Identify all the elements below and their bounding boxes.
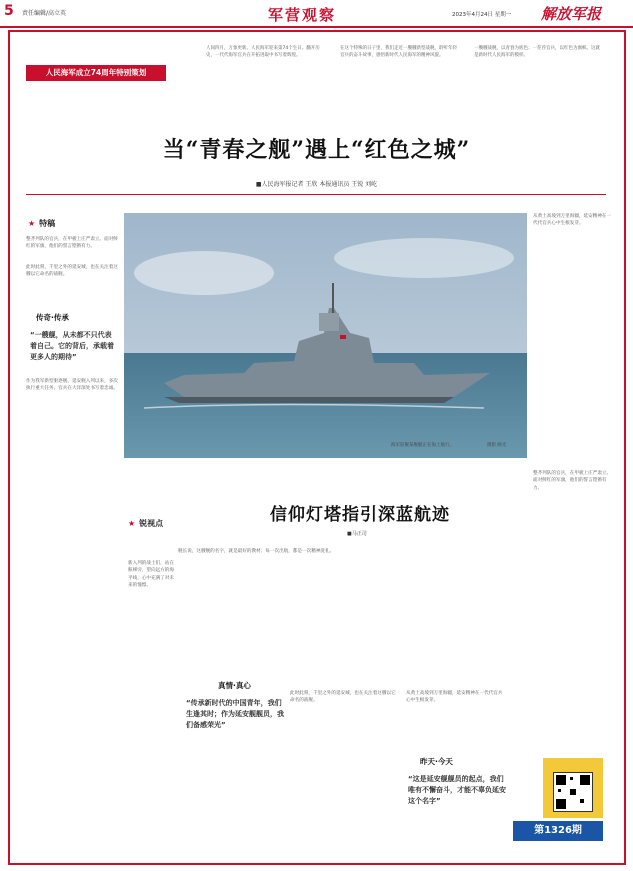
commentary-body: 舰长说，这艘舰的名字，就是最好的教材；每一次出航，都是一次精神洗礼。: [178, 549, 335, 554]
subhead-yesterday: 昨天·今天: [420, 757, 453, 766]
pull-quote-2: “传承新时代的中国青年，我们生逢其时；作为延安舰舰员，我们备感荣光”: [186, 699, 284, 729]
feature-paragraph-1: 整齐列队的官兵，在甲板上庄严肃立。面对鲜红的军旗，他们的誓言铿锵有力。: [26, 237, 118, 250]
spotlight-tag: [128, 518, 163, 529]
newspaper-masthead: 解放军报: [541, 5, 602, 23]
intro-column-1: 人间四月，万象更新。人民海军迎来第74个生日。翻开历史，一代代海军官兵在开拓进取中书写着辉煌。: [206, 46, 320, 59]
page-header: [0, 0, 633, 26]
warship-photo: [124, 213, 527, 458]
headline-rule: [26, 194, 606, 195]
middle-right-column-body: 从黄土高坡到万里海疆，延安精神在一代代官兵心中生根发芽。: [406, 691, 503, 704]
second-byline: ■马正司: [347, 531, 367, 537]
photo-credit: 摄影 顾光: [487, 443, 507, 448]
section-editor-label: 责任编辑/高立英: [22, 10, 67, 17]
subhead-heart: 真情·真心: [218, 681, 251, 690]
feature-paragraph-2: 此时此刻，千里之外的延安城，也在关注着这艘以它命名的战舰。: [26, 265, 118, 278]
right-column-body: 整齐列队的官兵，在甲板上庄严肃立。面对鲜红的军旗，他们的誓言铿锵有力。: [533, 471, 612, 491]
main-headline: 当“青春之舰”遇上“红色之城”: [162, 137, 471, 163]
issue-number-badge: 第1326期: [513, 821, 603, 841]
second-headline: 信仰灯塔指引深蓝航迹: [270, 505, 450, 525]
feature-tag: [28, 218, 55, 229]
qr-code-icon[interactable]: [553, 772, 593, 812]
intro-column-2: 在这个特殊的日子里，我们走近一艘艘新型战舰，聆听年轻官兵的奋斗故事，感悟新时代人民海军的精神风貌。: [340, 46, 457, 59]
main-byline: ■人民海军报记者 王欣 本报通讯员 王锐 刘屹: [255, 181, 378, 188]
spotlight-tag-label: 锐视点: [139, 519, 164, 528]
page-number: 5: [4, 3, 14, 19]
pull-quote-1: “一艘舰，从未都不只代表着自己。它的背后，承载着更多人的期待”: [30, 331, 114, 361]
pull-quote-3: “这是延安舰舰员的起点，我们唯有不懈奋斗，才能不辜负延安这个名字”: [408, 775, 506, 805]
middle-left-column-body: 新入列的战士们，站在舷梯旁，望向远方的海平线，心中充满了对未来的憧憬。: [128, 561, 174, 589]
left-column-body: 作为我军新型驱逐舰，延安舰入列以来，多次执行重大任务，官兵在大洋深处书写着忠诚。: [26, 379, 118, 392]
star-icon-2: ★: [128, 519, 136, 528]
special-banner: 人民海军成立74周年特别策划: [26, 65, 166, 81]
photo-caption: 海军驻舰某舰艇正在海上航行。: [391, 443, 454, 448]
header-rule: [0, 26, 633, 28]
right-column-top-body: 从黄土高坡到万里海疆，延安精神在一代代官兵心中生根发芽。: [533, 214, 612, 227]
middle-column-body: 此时此刻，千里之外的延安城，也在关注着这艘以它命名的战舰。: [290, 691, 396, 704]
subhead-legacy: 传奇·传承: [36, 313, 69, 322]
issue-date: 2023年4月24日 星期一: [452, 12, 512, 18]
feature-tag-label: 特稿: [39, 219, 56, 228]
intro-column-3: 一艘艘战舰，以青春为底色；一茬茬官兵，以红色为旗帜。这就是新时代人民海军的模样。: [474, 46, 600, 59]
section-title: 军营观察: [268, 6, 337, 24]
star-icon: ★: [28, 219, 36, 228]
